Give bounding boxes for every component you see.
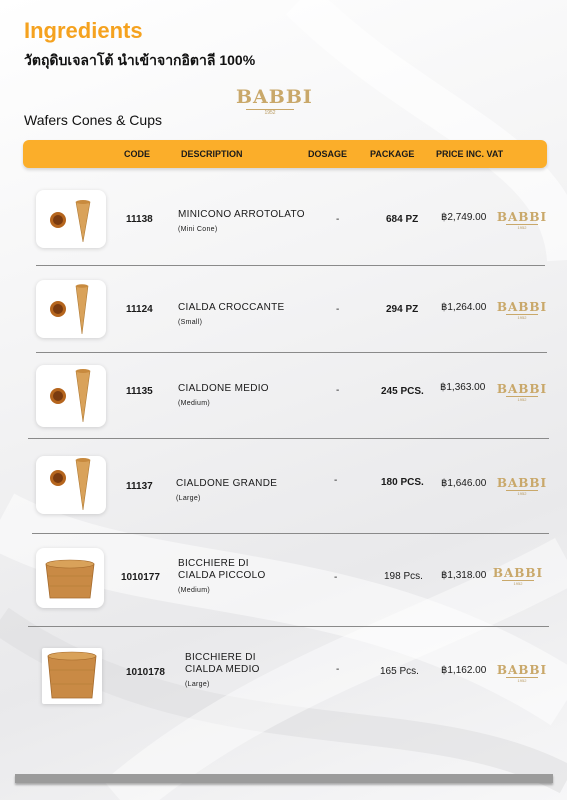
babbi-logo: BABBI 1952 — [496, 300, 548, 320]
product-dosage: - — [336, 385, 340, 396]
product-package: 198 Pcs. — [384, 571, 423, 582]
product-package: 180 PCS. — [381, 477, 424, 488]
row-divider — [32, 533, 549, 534]
product-code: 1010177 — [121, 572, 160, 583]
babbi-logo: BABBI 1952 — [496, 476, 548, 496]
product-name: BICCHIERE DI CIALDA PICCOLO — [178, 558, 266, 581]
header-description: DESCRIPTION — [181, 149, 243, 159]
babbi-brand-logo: BABBI 1952 — [236, 86, 313, 116]
page-title: Ingredients — [24, 18, 143, 43]
mini-cone-product-image — [36, 190, 106, 248]
row-divider — [28, 438, 549, 439]
product-name: CIALDONE MEDIO — [178, 383, 269, 394]
product-name: BICCHIERE DI CIALDA MEDIO — [185, 652, 260, 675]
product-code: 1010178 — [126, 667, 165, 678]
product-size: (Medium) — [178, 400, 210, 407]
product-dosage: - — [336, 304, 340, 315]
product-code: 11135 — [126, 386, 153, 397]
table-header — [23, 140, 547, 168]
product-package: 245 PCS. — [381, 386, 424, 397]
babbi-logo: BABBI 1952 — [492, 566, 544, 586]
product-price: ฿1,363.00 — [440, 382, 486, 393]
product-price: ฿1,264.00 — [441, 302, 487, 313]
product-code: 11138 — [126, 214, 153, 225]
row-divider — [28, 626, 549, 627]
product-code: 11124 — [126, 304, 153, 315]
product-name: MINICONO ARROTOLATO — [178, 209, 305, 220]
header-dosage: DOSAGE — [308, 149, 348, 159]
product-size: (Mini Cone) — [178, 226, 218, 233]
row-divider — [36, 352, 547, 353]
product-dosage: - — [334, 475, 338, 486]
babbi-logo: BABBI 1952 — [496, 382, 548, 402]
footer-bar — [15, 774, 553, 783]
babbi-logo: BABBI 1952 — [496, 663, 548, 683]
product-size: (Medium) — [178, 587, 210, 594]
header-code: CODE — [124, 149, 151, 159]
product-package: 165 Pcs. — [380, 666, 419, 677]
medium-cone-product-image — [36, 365, 106, 427]
product-name: CIALDA CROCCANTE — [178, 302, 285, 313]
product-size: (Large) — [185, 681, 210, 688]
product-code: 11137 — [126, 481, 153, 492]
product-dosage: - — [336, 664, 340, 675]
product-size: (Large) — [176, 495, 201, 502]
product-name: CIALDONE GRANDE — [176, 478, 278, 489]
product-size: (Small) — [178, 319, 203, 326]
header-package: PACKAGE — [370, 149, 415, 159]
large-cone-product-image — [36, 456, 106, 514]
wafer-cup-large-product-image — [42, 648, 102, 704]
product-package: 294 PZ — [386, 304, 419, 315]
row-divider — [36, 265, 545, 266]
product-dosage: - — [336, 214, 340, 225]
product-dosage: - — [334, 572, 338, 583]
header-price: PRICE INC. VAT — [436, 149, 504, 159]
wafer-cup-medium-product-image — [36, 548, 104, 608]
product-price: ฿1,318.00 — [441, 570, 487, 581]
babbi-logo: BABBI 1952 — [496, 210, 548, 230]
small-cone-product-image — [36, 280, 106, 338]
product-price: ฿1,162.00 — [441, 665, 487, 676]
section-heading: Wafers Cones & Cups — [24, 112, 162, 128]
page-subtitle: วัตถุดิบเจลาโต้ นำเข้าจากอิตาลี 100% — [24, 52, 256, 68]
product-package: 684 PZ — [386, 214, 419, 225]
product-price: ฿2,749.00 — [441, 212, 487, 223]
product-price: ฿1,646.00 — [441, 478, 487, 489]
